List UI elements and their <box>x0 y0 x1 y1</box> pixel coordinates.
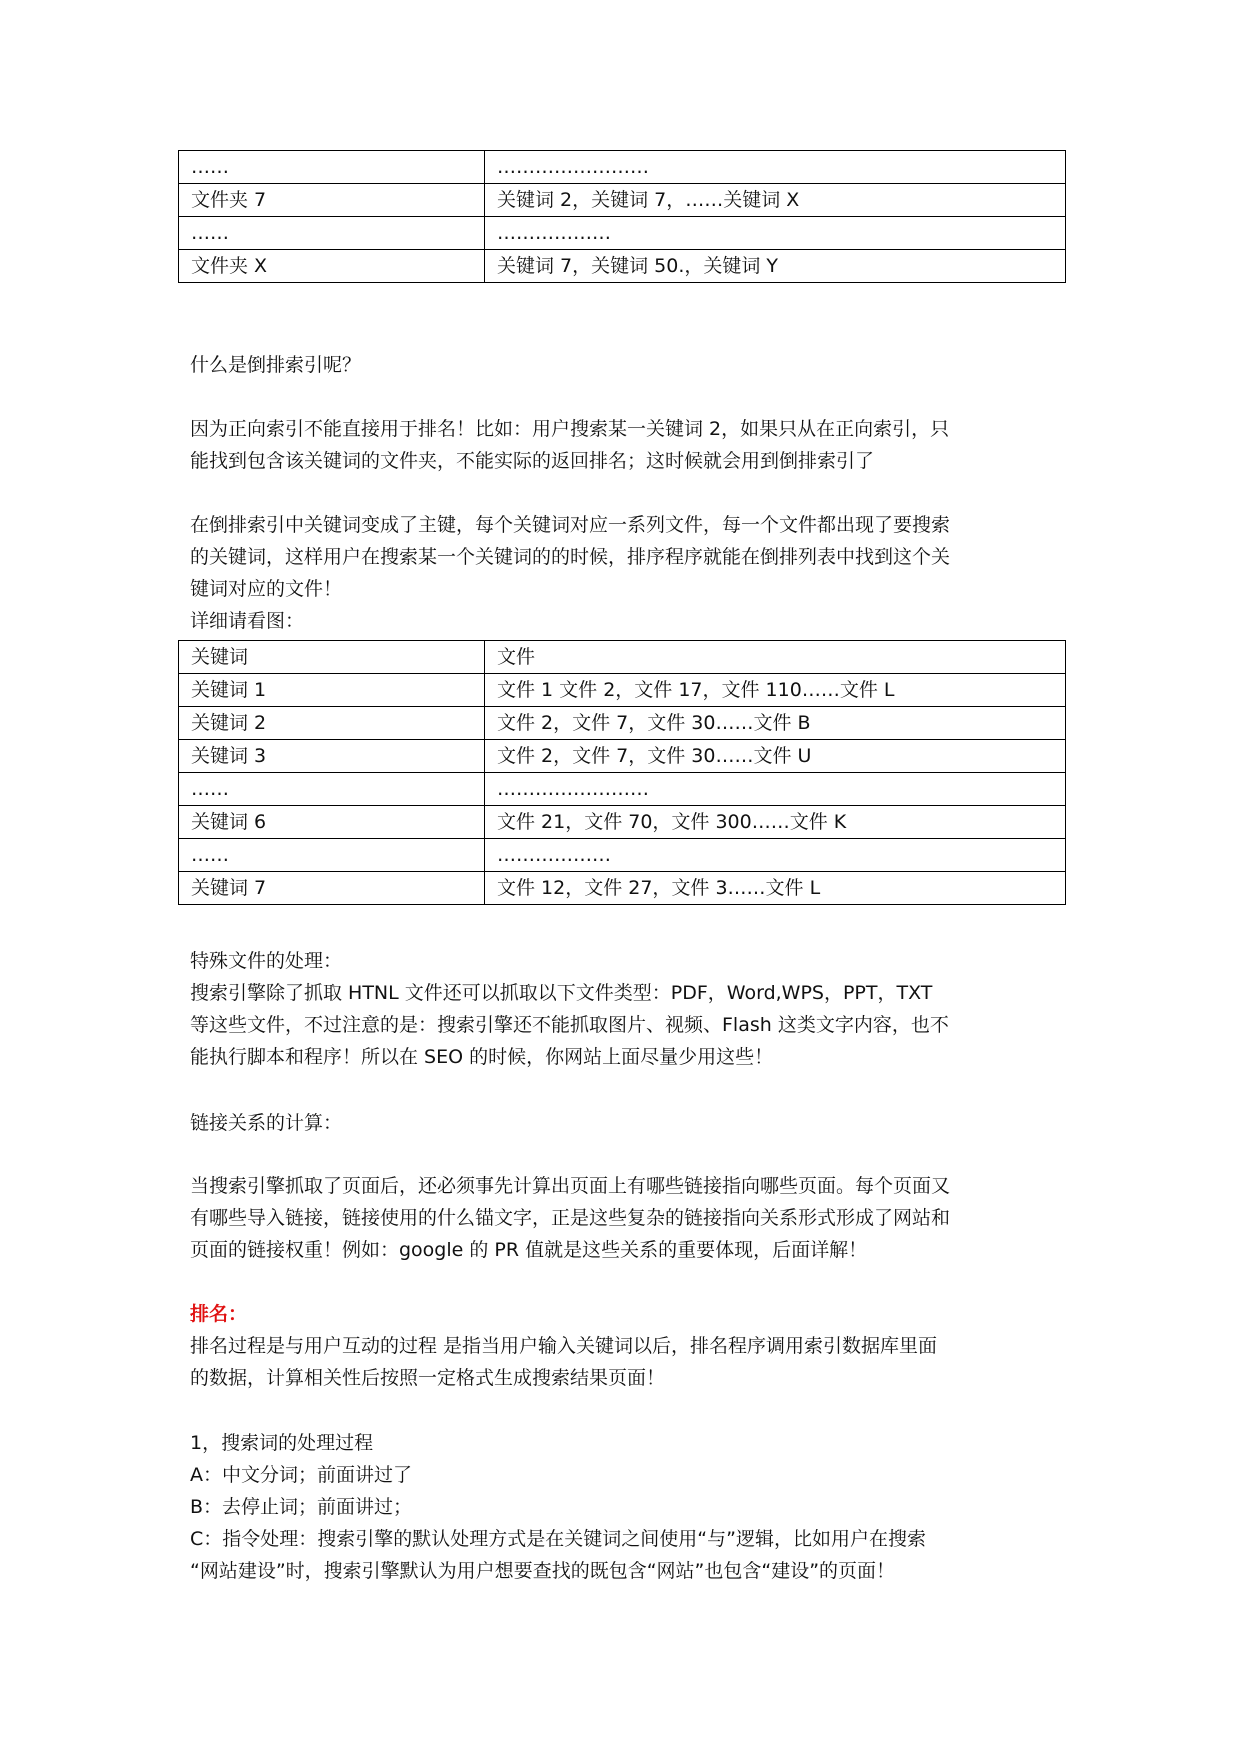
special-files-paragraph <box>190 945 1056 1073</box>
table-cell: ……………… <box>485 217 1066 250</box>
table-cell: 关键词 6 <box>179 806 485 839</box>
table-row <box>179 250 1066 283</box>
paragraph-line: 排名过程是与用户互动的过程 是指当用户输入关键词以后，排名程序调用索引数据库里面 <box>190 1335 938 1357</box>
table-cell: 文件 12，文件 27，文件 3……文件 L <box>485 872 1066 905</box>
paragraph-line: 链接关系的计算： <box>190 1112 343 1134</box>
inverted-index-paragraph <box>190 509 1056 637</box>
links-paragraph <box>190 1170 1056 1266</box>
table-cell: …… <box>179 151 485 184</box>
table-cell: …… <box>179 773 485 806</box>
table-cell: …… <box>179 217 485 250</box>
paragraph-line: 键词对应的文件！ <box>190 578 343 600</box>
table-cell: 关键词 7，关键词 50.，关键词 Y <box>485 250 1066 283</box>
table-cell: …………………… <box>485 773 1066 806</box>
forward-index-table <box>178 150 1066 283</box>
table-row <box>179 806 1066 839</box>
ranking-section <box>190 1298 1056 1394</box>
inverted-index-question <box>190 349 1056 381</box>
table-header-cell: 文件 <box>485 641 1066 674</box>
paragraph-line: 详细请看图： <box>190 610 305 632</box>
list-item: B：去停止词；前面讲过； <box>190 1496 413 1518</box>
paragraph-line: 的关键词，这样用户在搜索某一个关键词的的时候，排序程序就能在倒排列表中找到这个关 <box>190 546 951 568</box>
links-heading <box>190 1107 1056 1139</box>
ranking-heading: 排名： <box>190 1303 248 1325</box>
inverted-index-table <box>178 640 1066 905</box>
table-cell: 关键词 1 <box>179 674 485 707</box>
table-cell: ……………… <box>485 839 1066 872</box>
table-cell: 文件 1 文件 2，文件 17，文件 110……文件 L <box>485 674 1066 707</box>
list-item: C：指令处理：搜索引擎的默认处理方式是在关键词之间使用“与”逻辑，比如用户在搜索 <box>190 1528 926 1550</box>
table-cell: 文件夹 7 <box>179 184 485 217</box>
paragraph-line: 有哪些导入链接，链接使用的什么锚文字，正是这些复杂的链接指向关系形式形成了网站和 <box>190 1207 951 1229</box>
steps-list <box>190 1427 1056 1587</box>
table-row <box>179 707 1066 740</box>
table-header-cell: 关键词 <box>179 641 485 674</box>
table-cell: 关键词 7 <box>179 872 485 905</box>
table-row <box>179 872 1066 905</box>
table-cell: 文件 2，文件 7，文件 30……文件 B <box>485 707 1066 740</box>
reason-paragraph <box>190 413 1056 477</box>
table-row <box>179 151 1066 184</box>
paragraph-line: 什么是倒排索引呢？ <box>190 354 362 376</box>
table-row <box>179 674 1066 707</box>
table-cell: 文件 21，文件 70，文件 300……文件 K <box>485 806 1066 839</box>
paragraph-line: 特殊文件的处理： <box>190 950 343 972</box>
table-header-row <box>179 641 1066 674</box>
table-row <box>179 839 1066 872</box>
table-cell: …………………… <box>485 151 1066 184</box>
paragraph-line: 的数据，计算相关性后按照一定格式生成搜索结果页面！ <box>190 1367 666 1389</box>
table-cell: 关键词 2 <box>179 707 485 740</box>
table-row <box>179 740 1066 773</box>
paragraph-line: 当搜索引擎抓取了页面后，还必须事先计算出页面上有哪些链接指向哪些页面。每个页面又 <box>190 1175 951 1197</box>
table-cell: 关键词 3 <box>179 740 485 773</box>
paragraph-line: 在倒排索引中关键词变成了主键，每个关键词对应一系列文件，每一个文件都出现了要搜索 <box>190 514 951 536</box>
list-item: “网站建设”时，搜索引擎默认为用户想要查找的既包含“网站”也包含“建设”的页面！ <box>190 1560 896 1582</box>
paragraph-line: 因为正向索引不能直接用于排名！比如：用户搜索某一关键词 2，如果只从在正向索引，只 <box>190 418 950 440</box>
list-item: A：中文分词；前面讲过了 <box>190 1464 412 1486</box>
table-cell: 文件 2，文件 7，文件 30……文件 U <box>485 740 1066 773</box>
paragraph-line: 能找到包含该关键词的文件夹，不能实际的返回排名；这时候就会用到倒排索引了 <box>190 450 875 472</box>
table-cell: …… <box>179 839 485 872</box>
paragraph-line: 搜索引擎除了抓取 HTNL 文件还可以抓取以下文件类型：PDF，Word,WPS，PPT，TXT <box>190 982 933 1004</box>
table-row <box>179 184 1066 217</box>
paragraph-line: 等这些文件，不过注意的是：搜索引擎还不能抓取图片、视频、Flash 这类文字内容，也不 <box>190 1014 949 1036</box>
table-cell: 关键词 2，关键词 7，……关键词 X <box>485 184 1066 217</box>
paragraph-line: 页面的链接权重！例如：google 的 PR 值就是这些关系的重要体现，后面详解！ <box>190 1239 868 1261</box>
table-row <box>179 217 1066 250</box>
paragraph-line: 能执行脚本和程序！所以在 SEO 的时候，你网站上面尽量少用这些！ <box>190 1046 774 1068</box>
list-item: 1，搜索词的处理过程 <box>190 1432 374 1454</box>
table-cell: 文件夹 X <box>179 250 485 283</box>
table-row <box>179 773 1066 806</box>
